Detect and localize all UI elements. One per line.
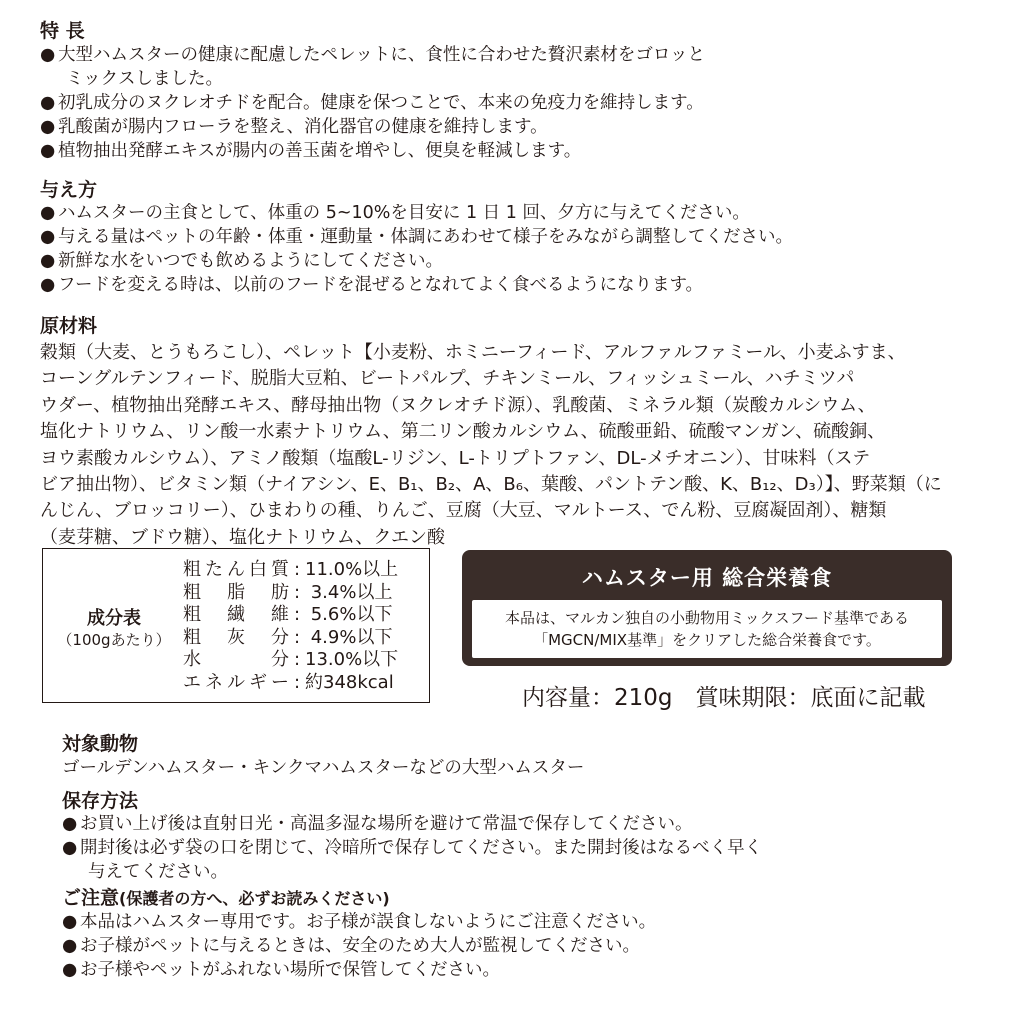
caution-list (62, 910, 656, 982)
list-item: ● ハムスターの主食として、体重の 5~10%を目安に 1 日 1 回、夕方に与えてください。 (40, 203, 750, 223)
nutrition-rows (183, 559, 417, 694)
table-row: 水分 : 13.0%以下 (183, 649, 399, 670)
complete-food-title: ハムスター用 総合栄養食 (581, 566, 833, 590)
table-row: 粗たん白質 : 11.0%以上 (183, 559, 399, 580)
caution-heading: ご注意(保護者の方へ、必ずお読みください) (62, 887, 390, 909)
features-list (40, 43, 705, 163)
target-text: ゴールデンハムスター・キンクマハムスターなどの大型ハムスター (62, 758, 585, 778)
list-item: ● 開封後は必ず袋の口を閉じて、冷暗所で保存してください。また開封後はなるべく早く 与えてください。 (62, 838, 763, 882)
list-item: ● 本品はハムスター専用です。お子様が誤食しないようにご注意ください。 (62, 912, 657, 932)
list-item: ● 与える量はペットの年齢・体重・運動量・体調にあわせて様子をみながら調整してください。 (40, 227, 793, 247)
list-item: ● 初乳成分のヌクレオチドを配合。健康を保つことで、本来の免疫力を維持します。 (40, 93, 704, 113)
list-item: ● お子様やペットがふれない場所で保管してください。 (62, 960, 500, 980)
table-row: 粗脂肪 : 3.4%以上 (183, 581, 393, 603)
list-item: ● お子様がペットに与えるときは、安全のため大人が監視してください。 (62, 936, 640, 956)
caution-note: (保護者の方へ、必ずお読みください) (119, 889, 390, 908)
storage-list (62, 812, 762, 884)
nutrition-title: 成分表 (87, 608, 141, 629)
nutrition-subtitle: （100gあたり） (57, 631, 171, 649)
capacity-and-expiry: 内容量：210g 賞味期限：底面に記載 (522, 685, 926, 711)
table-row: エネルギー : 約348kcal (183, 671, 394, 693)
list-item: ● 植物抽出発酵エキスが腸内の善玉菌を増やし、便臭を軽減します。 (40, 141, 582, 161)
storage-heading: 保存方法 (62, 790, 139, 812)
ingredients-heading: 原材料 (40, 315, 98, 337)
nutrition-table (42, 548, 430, 703)
list-item: ● フードを変える時は、以前のフードを混ぜるとなれてよく食べるようになります。 (40, 275, 704, 295)
table-row: 粗灰分 : 4.9%以下 (183, 626, 393, 648)
list-item: ● 大型ハムスターの健康に配慮したペレットに、食性に合わせた贅沢素材をゴロッと ミックスしました。 (40, 45, 705, 89)
table-row: 粗繊維 : 5.6%以下 (183, 604, 393, 625)
ingredients-text: 穀類（大麦、とうもろこし）、ペレット【小麦粉、ホミニーフィード、アルファルファミール、小麦ふすま、 コーングルテンフィード、脱脂大豆粕、ビートパルプ、チキンミール、フィッシュミール、ハチミツパ ウダー、植物抽出発酵エキス、酵母抽出物（ヌクレオチド源）、乳酸菌、ミネラル類（炭酸カルシウム、 塩化ナトリウム、リン酸一水素ナトリウム、第二リン酸カルシウム、硫酸亜鉛、硫酸マンガン、硫酸銅、 ヨウ素酸カルシウム）、アミノ酸類（塩酸L-リジン、L-トリプトファン、DL-メチオニン）、甘味料（ステ ビア抽出物）、ビタミン類（ナイアシン、E、B₁、B₂、A、B₆、葉酸、パントテン酸、K、B₁₂、D₃）】、野菜類（に んじん、ブロッコリー）、ひまわりの種、りんご、豆腐（大豆、マルトース、でん粉、豆腐凝固剤）、糖類 （麦芽糖、ブドウ糖）、塩化ナトリウム、クエン酸 (40, 342, 942, 548)
feeding-heading: 与え方 (40, 179, 98, 201)
feeding-list (40, 201, 793, 297)
features-heading: 特 長 (40, 20, 85, 42)
complete-food-description: 本品は、マルカン独自の小動物用ミックスフード基準である 「MGCN/MIX基準」をクリアした総合栄養食です。 (472, 600, 942, 658)
list-item: ● お買い上げ後は直射日光・高温多湿な場所を避けて常温で保存してください。 (62, 814, 693, 834)
list-item: ● 乳酸菌が腸内フローラを整え、消化器官の健康を維持します。 (40, 117, 548, 137)
list-item: ● 新鮮な水をいつでも飲めるようにしてください。 (40, 251, 443, 271)
complete-food-badge (462, 550, 952, 666)
target-heading: 対象動物 (62, 733, 139, 755)
